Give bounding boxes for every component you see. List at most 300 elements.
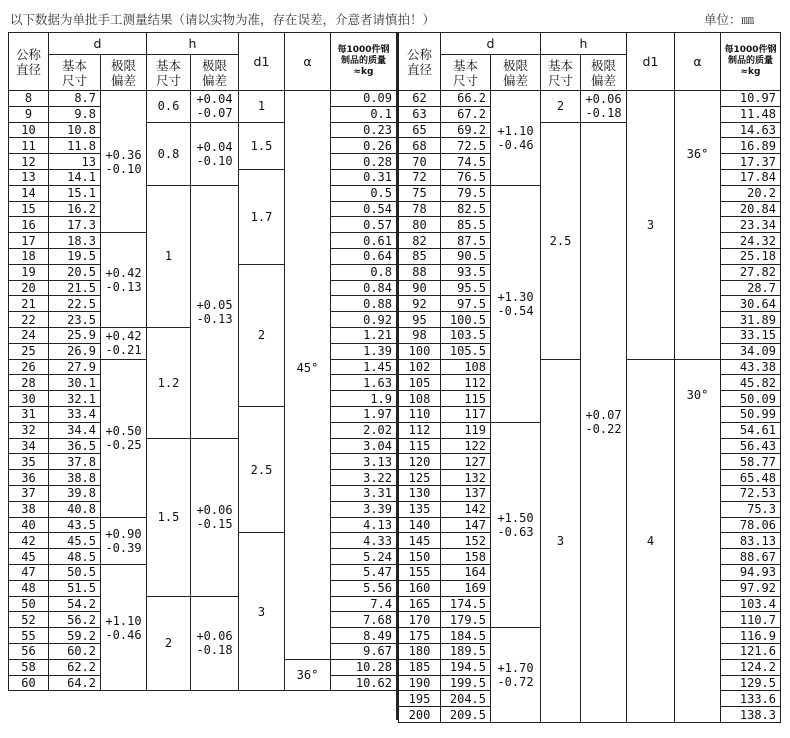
right-nominal-cell-text: 82 — [412, 233, 427, 248]
right-nominal-cell — [398, 438, 441, 455]
right-nominal-cell-text: 170 — [408, 612, 431, 627]
left-nominal-cell — [8, 469, 49, 486]
right-d-cell-text: 132 — [464, 470, 486, 485]
right-d-cell-text: 194.5 — [449, 660, 486, 675]
left-header-h — [146, 32, 239, 55]
left-nominal-cell-text: 16 — [21, 217, 36, 232]
left-d-cell-text: 30.1 — [67, 375, 96, 390]
tolerance-minus: -0.18 — [196, 643, 233, 658]
right-mass-cell-text: 65.48 — [739, 470, 776, 485]
tolerance-minus: -0.13 — [105, 280, 142, 295]
right-nominal-cell-text: 145 — [408, 533, 431, 548]
left-nominal-cell — [8, 295, 49, 312]
right-mass-cell-text: 138.3 — [739, 707, 776, 722]
left-nominal-cell-text: 26 — [21, 359, 36, 374]
tolerance-minus: -0.25 — [105, 438, 142, 453]
right-alpha — [674, 359, 721, 723]
left-nominal-cell-text: 20 — [21, 280, 36, 295]
left-nominal-cell — [8, 517, 49, 534]
unit-label: 单位：㎜ — [703, 12, 754, 27]
left-mass-cell — [330, 469, 397, 486]
right-mass-cell-text: 17.37 — [739, 154, 776, 169]
left-header-mass — [330, 32, 397, 91]
left-header-alpha-text: α — [303, 54, 312, 69]
right-d-cell-text: 204.5 — [449, 691, 486, 706]
left-d-cell-text: 18.3 — [67, 233, 96, 248]
tolerance-minus: -0.72 — [497, 675, 534, 690]
right-mass-cell-text: 25.18 — [739, 249, 776, 264]
right-mass-cell-text: 20.84 — [739, 201, 776, 216]
left-d-cell-text: 36.5 — [67, 438, 96, 453]
right-mass-cell-text: 133.6 — [739, 691, 776, 706]
right-mass-cell-text: 124.2 — [739, 660, 776, 675]
left-mass-cell — [330, 517, 397, 534]
left-header-d1 — [238, 32, 285, 91]
left-d-cell — [48, 564, 101, 581]
right-alpha-text: 36° — [686, 147, 709, 161]
right-nominal-cell-text: 155 — [408, 565, 431, 580]
right-mass-cell — [720, 643, 781, 660]
left-mass-cell-text: 9.67 — [363, 644, 392, 659]
right-nominal-cell — [398, 453, 441, 470]
left-d-cell — [48, 422, 101, 439]
left-nominal-cell-text: 45 — [21, 549, 36, 564]
left-nominal-cell-text: 18 — [21, 249, 36, 264]
right-nominal-cell-text: 63 — [412, 107, 427, 122]
left-d-cell — [48, 327, 101, 344]
right-mass-cell — [720, 327, 781, 344]
right-d-cell — [440, 90, 491, 107]
left-mass-cell-text: 0.31 — [363, 170, 392, 185]
right-d-cell — [440, 485, 491, 502]
right-nominal-cell-text: 165 — [408, 596, 431, 611]
right-nominal-cell — [398, 327, 441, 344]
left-d-tolerance — [100, 327, 147, 360]
right-nominal-cell-text: 108 — [408, 391, 431, 406]
left-nominal-cell — [8, 90, 49, 107]
right-nominal-cell — [398, 90, 441, 107]
right-nominal-cell — [398, 280, 441, 297]
left-d-cell-text: 45.5 — [67, 533, 96, 548]
right-nominal-cell-text: 88 — [412, 265, 427, 280]
left-mass-cell — [330, 280, 397, 297]
right-d-cell — [440, 264, 491, 281]
left-d-cell — [48, 643, 101, 660]
right-d-cell-text: 147 — [464, 517, 486, 532]
left-mass-cell — [330, 627, 397, 644]
left-mass-cell-text: 1.45 — [363, 359, 392, 374]
left-nominal-cell — [8, 438, 49, 455]
left-nominal-cell — [8, 185, 49, 202]
right-mass-cell-text: 58.77 — [739, 454, 776, 469]
left-nominal-cell — [8, 343, 49, 360]
left-mass-cell-text: 3.04 — [363, 438, 392, 453]
left-nominal-cell-text: 58 — [21, 660, 36, 675]
left-nominal-cell — [8, 596, 49, 613]
right-d-cell-text: 74.5 — [457, 154, 486, 169]
left-mass-cell — [330, 422, 397, 439]
right-d1-text: 3 — [646, 217, 655, 232]
left-mass-cell-text: 5.47 — [363, 565, 392, 580]
right-nominal-cell-text: 62 — [412, 91, 427, 106]
left-mass-cell-text: 3.13 — [363, 454, 392, 469]
left-d-cell-text: 43.5 — [67, 517, 96, 532]
right-mass-cell-text: 97.92 — [739, 581, 776, 596]
right-d-cell — [440, 169, 491, 186]
left-mass-cell — [330, 438, 397, 455]
right-nominal-cell-text: 160 — [408, 581, 431, 596]
left-nominal-cell — [8, 548, 49, 565]
left-header-h-text: h — [188, 36, 197, 51]
left-d-cell-text: 50.5 — [67, 565, 96, 580]
left-mass-cell-text: 0.09 — [363, 91, 392, 106]
right-header-h-basic-text: 基本尺寸 — [547, 57, 573, 88]
right-d-cell — [440, 137, 491, 154]
right-nominal-cell — [398, 548, 441, 565]
right-nominal-cell — [398, 501, 441, 518]
right-nominal-cell — [398, 706, 441, 723]
left-nominal-cell — [8, 485, 49, 502]
right-nominal-cell — [398, 216, 441, 233]
right-d-cell — [440, 627, 491, 644]
left-d-cell-text: 10.8 — [67, 122, 96, 137]
left-nominal-cell-text: 34 — [21, 438, 36, 453]
left-d-cell — [48, 532, 101, 549]
right-header-nominal-text: 公称直径 — [406, 46, 432, 77]
left-d-cell-text: 14.1 — [67, 170, 96, 185]
tolerance-minus: -0.54 — [497, 303, 534, 318]
left-d-cell — [48, 659, 101, 676]
right-nominal-cell-text: 125 — [408, 470, 431, 485]
right-nominal-cell-text: 65 — [412, 122, 427, 137]
right-header-d-basic-text: 基本尺寸 — [452, 57, 478, 88]
left-d-cell — [48, 596, 101, 613]
left-h-basic-text: 2 — [164, 636, 173, 651]
right-mass-cell-text: 103.4 — [739, 596, 776, 611]
left-nominal-cell-text: 28 — [21, 375, 36, 390]
left-mass-cell-text: 3.39 — [363, 502, 392, 517]
right-mass-cell-text: 43.38 — [739, 359, 776, 374]
left-mass-cell-text: 5.56 — [363, 581, 392, 596]
right-nominal-cell-text: 140 — [408, 517, 431, 532]
left-mass-cell-text: 0.57 — [363, 217, 392, 232]
tolerance-plus: +0.04 — [196, 139, 233, 154]
left-mass-cell — [330, 390, 397, 407]
left-mass-cell-text: 1.9 — [370, 391, 392, 406]
left-mass-cell — [330, 548, 397, 565]
right-mass-cell — [720, 232, 781, 249]
right-mass-cell-text: 33.15 — [739, 328, 776, 343]
right-nominal-cell — [398, 485, 441, 502]
right-d-cell — [440, 596, 491, 613]
right-d-cell-text: 174.5 — [449, 596, 486, 611]
right-mass-cell-text: 14.63 — [739, 122, 776, 137]
left-d1-text: 2.5 — [250, 462, 273, 477]
left-d1 — [238, 90, 285, 123]
right-d-cell — [440, 564, 491, 581]
right-mass-cell — [720, 248, 781, 265]
right-mass-cell — [720, 627, 781, 644]
left-mass-cell-text: 0.54 — [363, 201, 392, 216]
left-nominal-cell — [8, 311, 49, 328]
left-nominal-cell-text: 36 — [21, 470, 36, 485]
left-h-tolerance — [190, 122, 239, 186]
left-nominal-cell — [8, 248, 49, 265]
left-nominal-cell-text: 8 — [24, 91, 33, 106]
right-nominal-cell — [398, 248, 441, 265]
left-mass-cell — [330, 532, 397, 549]
right-mass-cell-text: 110.7 — [739, 612, 776, 627]
right-mass-cell — [720, 596, 781, 613]
left-mass-cell-text: 1.21 — [363, 328, 392, 343]
tolerance-minus: -0.63 — [497, 524, 534, 539]
right-mass-cell — [720, 295, 781, 312]
left-nominal-cell — [8, 406, 49, 423]
right-nominal-cell — [398, 690, 441, 707]
right-d-cell — [440, 153, 491, 170]
right-mass-cell — [720, 280, 781, 297]
right-d-cell — [440, 406, 491, 423]
right-mass-cell — [720, 453, 781, 470]
right-mass-cell — [720, 438, 781, 455]
right-d-cell — [440, 643, 491, 660]
left-d1 — [238, 406, 285, 533]
left-d-cell — [48, 232, 101, 249]
left-nominal-cell — [8, 264, 49, 281]
right-mass-cell-text: 23.34 — [739, 217, 776, 232]
left-d-cell-text: 51.5 — [67, 581, 96, 596]
left-nominal-cell-text: 14 — [21, 186, 36, 201]
left-mass-cell — [330, 485, 397, 502]
left-d-cell-text: 8.7 — [74, 91, 96, 106]
right-d-cell — [440, 438, 491, 455]
left-header-mass-text: 每1000件钢制品的质量≈kg — [337, 45, 390, 77]
left-nominal-cell-text: 21 — [21, 296, 36, 311]
right-nominal-cell — [398, 580, 441, 597]
left-nominal-cell-text: 12 — [21, 154, 36, 169]
right-nominal-cell — [398, 532, 441, 549]
left-mass-cell — [330, 216, 397, 233]
right-d-cell — [440, 311, 491, 328]
right-d-cell-text: 90.5 — [457, 249, 486, 264]
left-d1-text: 1 — [257, 99, 266, 114]
right-d-tolerance — [490, 185, 541, 423]
tolerance-plus: +1.30 — [497, 289, 534, 304]
left-d-cell-text: 23.5 — [67, 312, 96, 327]
left-nominal-cell-text: 42 — [21, 533, 36, 548]
right-nominal-cell — [398, 153, 441, 170]
right-nominal-cell — [398, 517, 441, 534]
left-mass-cell — [330, 580, 397, 597]
right-mass-cell — [720, 90, 781, 107]
right-d-cell-text: 100.5 — [449, 312, 486, 327]
right-nominal-cell — [398, 264, 441, 281]
left-mass-cell — [330, 611, 397, 628]
tolerance-plus: +0.07 — [585, 408, 622, 423]
right-d-cell-text: 152 — [464, 533, 486, 548]
right-d-cell-text: 169 — [464, 581, 486, 596]
right-h-tolerance — [580, 90, 627, 123]
tolerance-plus: +1.10 — [497, 123, 534, 138]
right-d-cell-text: 184.5 — [449, 628, 486, 643]
right-mass-cell — [720, 469, 781, 486]
left-nominal-cell-text: 15 — [21, 201, 36, 216]
left-nominal-cell-text: 56 — [21, 644, 36, 659]
tolerance-plus: +0.90 — [105, 526, 142, 541]
left-d-tolerance — [100, 90, 147, 233]
left-d-cell — [48, 185, 101, 202]
right-nominal-cell — [398, 406, 441, 423]
left-header-d — [48, 32, 147, 55]
right-mass-cell-text: 16.89 — [739, 138, 776, 153]
right-mass-cell — [720, 548, 781, 565]
right-d-cell-text: 67.2 — [457, 107, 486, 122]
left-nominal-cell — [8, 580, 49, 597]
right-d-tolerance — [490, 90, 541, 186]
left-d-cell-text: 38.8 — [67, 470, 96, 485]
left-nominal-cell-text: 32 — [21, 423, 36, 438]
left-nominal-cell-text: 40 — [21, 517, 36, 532]
left-d1-text: 2 — [257, 328, 266, 343]
left-header-h-basic-text: 基本尺寸 — [155, 57, 181, 88]
left-mass-cell — [330, 137, 397, 154]
right-h-basic-text: 2.5 — [549, 233, 572, 248]
right-nominal-cell-text: 110 — [408, 407, 431, 422]
right-d-cell — [440, 327, 491, 344]
left-mass-cell — [330, 643, 397, 660]
right-nominal-cell-text: 175 — [408, 628, 431, 643]
left-mass-cell — [330, 406, 397, 423]
right-d-cell-text: 122 — [464, 438, 486, 453]
right-mass-cell-text: 11.48 — [739, 107, 776, 122]
left-mass-cell — [330, 122, 397, 139]
left-d-cell — [48, 580, 101, 597]
right-d-cell — [440, 659, 491, 676]
left-h-basic — [146, 90, 191, 123]
right-d1 — [626, 90, 675, 360]
left-nominal-cell-text: 38 — [21, 502, 36, 517]
right-nominal-cell-text: 115 — [408, 438, 431, 453]
right-mass-cell-text: 34.09 — [739, 344, 776, 359]
right-d-cell — [440, 390, 491, 407]
left-d1-text: 1.5 — [250, 138, 273, 153]
left-d-cell-text: 25.9 — [67, 328, 96, 343]
right-header-d1 — [626, 32, 675, 91]
left-nominal-cell-text: 30 — [21, 391, 36, 406]
right-d-cell-text: 72.5 — [457, 138, 486, 153]
left-mass-cell-text: 5.24 — [363, 549, 392, 564]
right-mass-cell — [720, 216, 781, 233]
right-mass-cell — [720, 675, 781, 692]
left-d-cell-text: 40.8 — [67, 502, 96, 517]
right-mass-cell-text: 72.53 — [739, 486, 776, 501]
right-h-tolerance — [580, 122, 627, 723]
left-d-cell — [48, 469, 101, 486]
right-mass-cell-text: 50.09 — [739, 391, 776, 406]
tolerance-plus: +0.50 — [105, 424, 142, 439]
right-d-cell — [440, 216, 491, 233]
left-nominal-cell-text: 47 — [21, 565, 36, 580]
left-nominal-cell — [8, 501, 49, 518]
left-d-cell — [48, 438, 101, 455]
left-mass-cell — [330, 501, 397, 518]
right-header-alpha — [674, 32, 721, 91]
left-h-basic — [146, 438, 191, 597]
left-header-d1-text: d1 — [253, 54, 270, 69]
right-d-tolerance — [490, 627, 541, 723]
left-mass-cell-text: 7.68 — [363, 612, 392, 627]
right-nominal-cell — [398, 675, 441, 692]
left-nominal-cell-text: 25 — [21, 344, 36, 359]
right-d-cell — [440, 548, 491, 565]
left-mass-cell — [330, 248, 397, 265]
left-mass-cell — [330, 343, 397, 360]
right-mass-cell — [720, 137, 781, 154]
left-h-tolerance — [190, 596, 239, 692]
left-nominal-cell — [8, 390, 49, 407]
right-d-cell-text: 115 — [464, 391, 486, 406]
right-d-cell-text: 105.5 — [449, 344, 486, 359]
right-d-cell — [440, 706, 491, 723]
right-nominal-cell — [398, 659, 441, 676]
notice-text: 以下数据为单批手工测量结果（请以实物为准，存在误差，介意者请慎拍！） — [10, 12, 436, 27]
right-d-cell — [440, 295, 491, 312]
right-mass-cell-text: 45.82 — [739, 375, 776, 390]
left-d-cell-text: 21.5 — [67, 280, 96, 295]
right-d-cell — [440, 359, 491, 376]
right-nominal-cell — [398, 422, 441, 439]
left-d-cell — [48, 106, 101, 123]
right-nominal-cell-text: 195 — [408, 691, 431, 706]
left-alpha-text: 36° — [296, 668, 319, 683]
left-mass-cell — [330, 659, 397, 676]
right-nominal-cell-text: 72 — [412, 170, 427, 185]
tolerance-minus: -0.21 — [105, 343, 142, 358]
right-d-cell — [440, 532, 491, 549]
right-nominal-cell — [398, 295, 441, 312]
right-mass-cell — [720, 264, 781, 281]
right-d-cell — [440, 201, 491, 218]
left-nominal-cell — [8, 216, 49, 233]
tolerance-minus: -0.39 — [105, 540, 142, 555]
right-nominal-cell — [398, 311, 441, 328]
right-header-mass-text: 每1000件钢制品的质量≈kg — [724, 45, 777, 77]
left-h-basic — [146, 185, 191, 328]
left-nominal-cell-text: 22 — [21, 312, 36, 327]
tolerance-plus: +0.04 — [196, 92, 233, 107]
left-d-cell — [48, 485, 101, 502]
right-mass-cell-text: 30.64 — [739, 296, 776, 311]
left-d-cell — [48, 675, 101, 692]
left-mass-cell-text: 10.28 — [355, 660, 392, 675]
tolerance-plus: +0.05 — [196, 297, 233, 312]
left-mass-cell-text: 0.28 — [363, 154, 392, 169]
right-d1 — [626, 359, 675, 723]
right-mass-cell — [720, 201, 781, 218]
left-d-cell — [48, 517, 101, 534]
right-mass-cell — [720, 690, 781, 707]
right-nominal-cell — [398, 106, 441, 123]
left-nominal-cell — [8, 627, 49, 644]
left-mass-cell-text: 0.5 — [370, 186, 392, 201]
right-d-cell-text: 158 — [464, 549, 486, 564]
left-nominal-cell — [8, 643, 49, 660]
left-mass-cell — [330, 153, 397, 170]
left-nominal-cell-text: 52 — [21, 612, 36, 627]
left-h-tolerance — [190, 185, 239, 439]
tolerance-minus: -0.13 — [196, 311, 233, 326]
right-d-cell — [440, 122, 491, 139]
